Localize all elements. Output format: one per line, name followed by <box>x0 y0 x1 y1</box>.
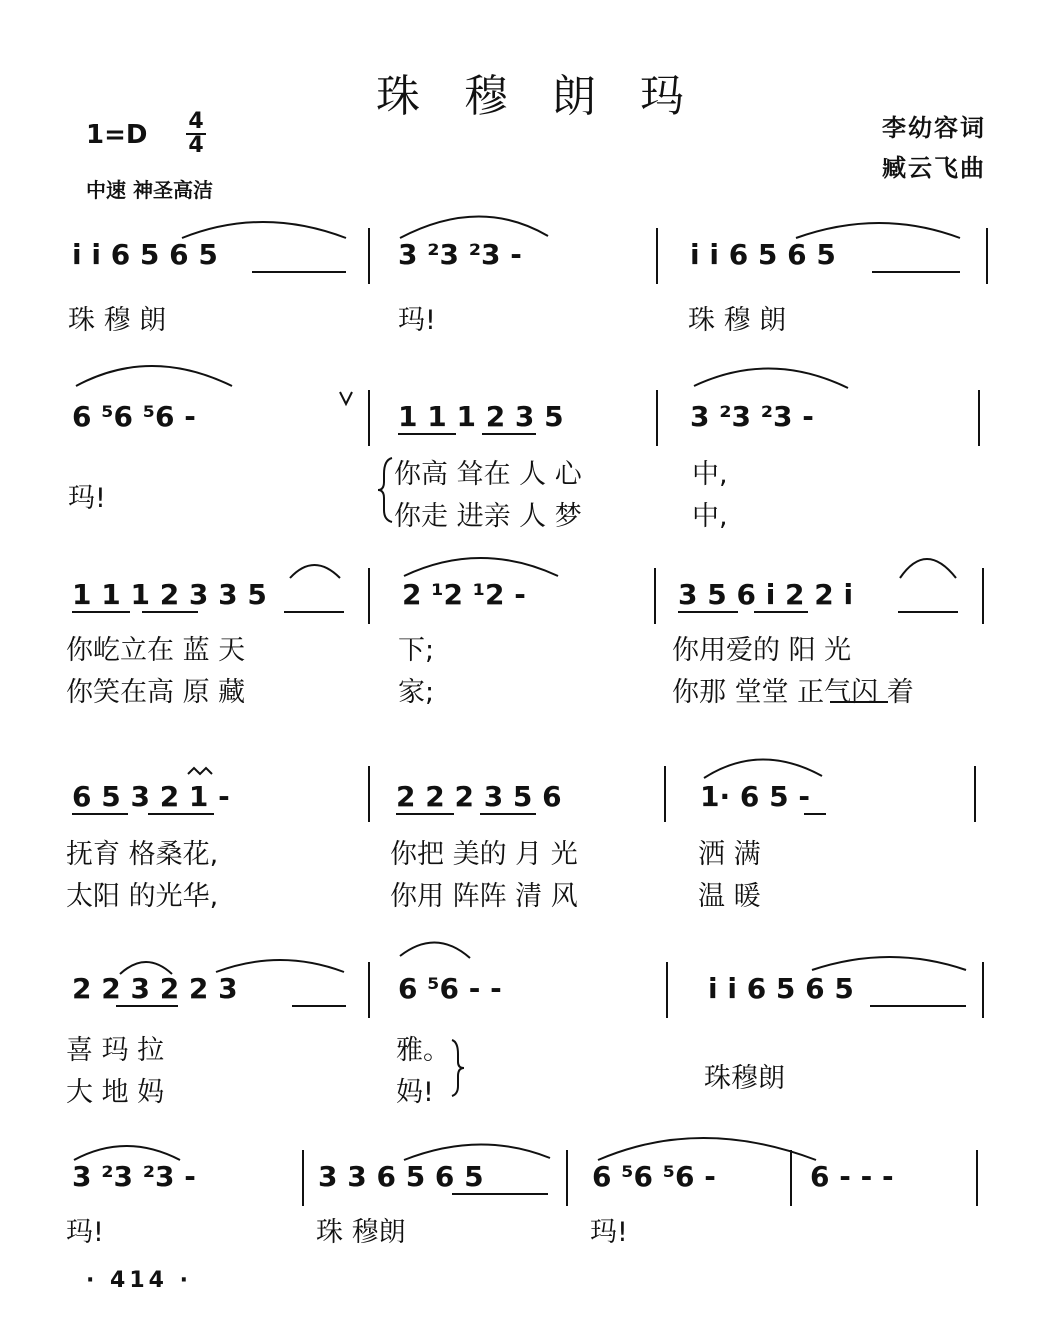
notes-s2-m3: 3 ²3 ²3 - <box>690 400 814 433</box>
notes-s3-m3: 3 5 6 i 2 2 i <box>678 578 854 611</box>
lyrics-s3-m3-v2: 你那 堂堂 正气闪 着 <box>672 677 914 708</box>
lyrics-s4-m1-v1: 抚育 格桑花, <box>66 839 219 870</box>
notes-s6-m4: 6 - - - <box>810 1160 894 1193</box>
notes-s6-m3: 6 ⁵6 ⁵6 - <box>592 1160 716 1193</box>
notes-s2-m2: 1 1 1 2 3 5 <box>398 400 564 433</box>
composer-credit: 臧云飞曲 <box>882 154 986 182</box>
notes-s3-m1: 1 1 1 2 3 3 5 <box>72 578 267 611</box>
notes-s4-m1: 6 5 3 2 1 - <box>72 780 230 813</box>
lyrics-s5-m3: 珠穆朗 <box>704 1063 785 1094</box>
lyrics-s5-m2-v2: 妈! <box>396 1077 434 1108</box>
notes-s5-m3: i i 6 5 6 5 <box>708 972 854 1005</box>
song-title: 珠穆朗玛 <box>376 71 728 122</box>
page-number: · 414 · <box>86 1268 192 1293</box>
lyrics-s6-m1: 玛! <box>66 1217 104 1248</box>
lyrics-s3-m2-v2: 家; <box>398 677 435 708</box>
notes-s4-m2: 2 2 2 3 5 6 <box>396 780 562 813</box>
notes-s6-m1: 3 ²3 ²3 - <box>72 1160 196 1193</box>
lyrics-s5-m1-v2: 大 地 妈 <box>66 1077 165 1108</box>
lyrics-s2-m3-v1: 中, <box>692 459 728 490</box>
notes-s5-m1: 2 2 3 2 2 3 <box>72 972 238 1005</box>
key-signature: 1=D <box>86 120 148 150</box>
lyrics-s4-m2-v2: 你用 阵阵 清 风 <box>390 881 578 912</box>
tempo-marking: 中速 神圣高洁 <box>86 178 213 202</box>
notes-s2-m1: 6 ⁵6 ⁵6 - <box>72 400 196 433</box>
notes-s1-m2: 3 ²3 ²3 - <box>398 238 522 271</box>
notes-s5-m2: 6 ⁵6 - - <box>398 972 502 1005</box>
lyrics-s4-m3-v1: 洒 满 <box>698 839 761 870</box>
lyrics-s3-m1-v2: 你笑在高 原 藏 <box>66 677 246 708</box>
lyrics-s3-m2-v1: 下; <box>398 635 435 666</box>
notes-s6-m2: 3 3 6 5 6 5 <box>318 1160 484 1193</box>
time-top: 4 <box>188 109 204 134</box>
lyrics-s2-m2-v1: 你高 耸在 人 心 <box>394 459 582 490</box>
lyrics-s6-m3: 玛! <box>590 1217 628 1248</box>
lyrics-s2-m3-v2: 中, <box>692 501 728 532</box>
lyrics-s4-m1-v2: 太阳 的光华, <box>66 881 219 912</box>
time-bottom: 4 <box>188 133 204 158</box>
lyrics-s4-m3-v2: 温 暖 <box>698 881 761 912</box>
lyricist-credit: 李幼容词 <box>882 114 986 142</box>
lyrics-s3-m1-v1: 你屹立在 蓝 天 <box>66 635 246 666</box>
lyrics-s5-m2-v1: 雅。 <box>396 1035 450 1066</box>
lyrics-s1-m3: 珠 穆 朗 <box>688 305 787 336</box>
lyrics-s2-m2-v2: 你走 进亲 人 梦 <box>394 501 582 532</box>
notes-s4-m3: 1· 6 5 - <box>700 780 810 813</box>
lyrics-s1-m2: 玛! <box>398 305 436 336</box>
lyrics-s2-m1: 玛! <box>68 483 106 514</box>
lyrics-s6-m2: 珠 穆朗 <box>316 1217 406 1248</box>
lyrics-s5-m1-v1: 喜 玛 拉 <box>66 1035 165 1066</box>
notes-s1-m1: i i 6 5 6 5 <box>72 238 218 271</box>
notes-s3-m2: 2 ¹2 ¹2 - <box>402 578 526 611</box>
notes-s1-m3: i i 6 5 6 5 <box>690 238 836 271</box>
lyrics-s4-m2-v1: 你把 美的 月 光 <box>390 839 578 870</box>
lyrics-s1-m1: 珠 穆 朗 <box>68 305 167 336</box>
lyrics-s3-m3-v1: 你用爱的 阳 光 <box>672 635 852 666</box>
